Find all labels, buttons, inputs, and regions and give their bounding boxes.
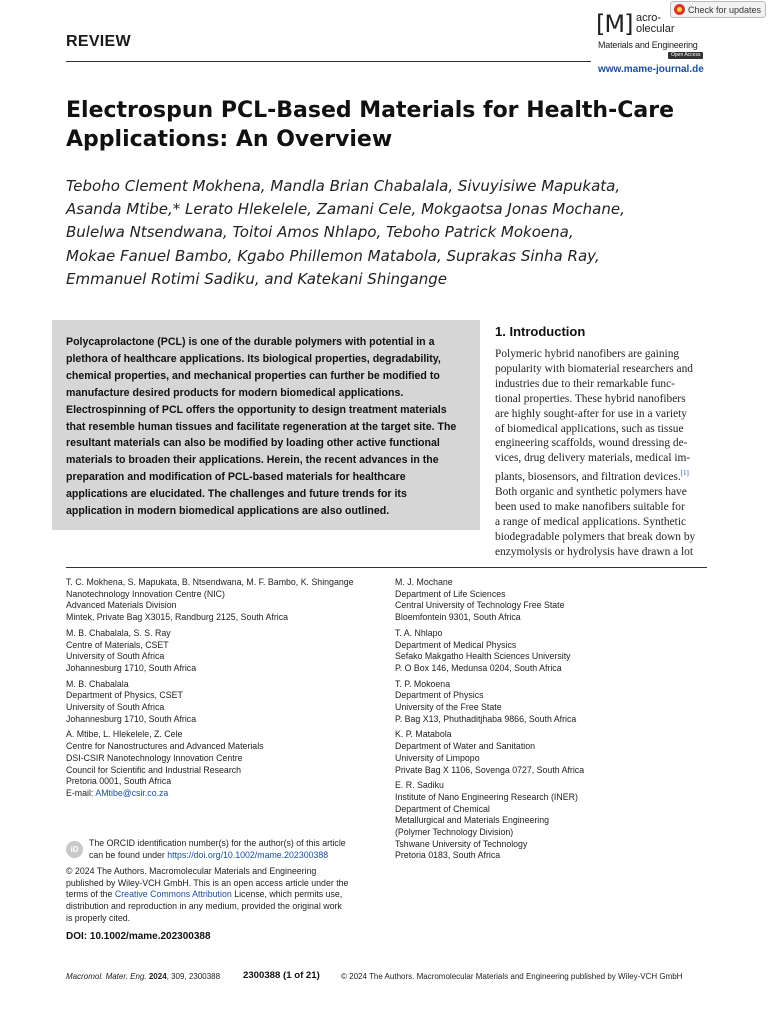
logo-line-2: olecular (636, 23, 675, 35)
abstract-line: materials to broaden their applications. Herein, the recent advances in the (66, 454, 439, 467)
intro-line: been used to make nanofibers suitable for (495, 500, 685, 513)
email-link[interactable]: AMtibe@csir.co.za (95, 787, 169, 798)
affiliation-divider (66, 567, 707, 568)
license-note (66, 866, 386, 925)
affiliation-line: Department of Physics, CSET (66, 690, 183, 701)
intro-line: a range of medical applications. Synthetic (495, 515, 687, 528)
author-line: Emmanuel Rotimi Sadiku, and Katekani Shingange (66, 269, 447, 288)
affiliation-line: Pretoria 0001, South Africa (66, 776, 172, 787)
abstract-text (66, 334, 472, 520)
affiliation-line: Council for Scientific and Industrial Research (66, 764, 242, 775)
affiliation-line: Bloemfontein 9301, South Africa (395, 612, 521, 623)
affiliation-line: Private Bag X 1106, Sovenga 0727, South Africa (395, 764, 585, 775)
license-line: © 2024 The Authors. Macromolecular Materials and Engineering (66, 866, 317, 876)
affiliation-block (395, 780, 707, 862)
intro-line: popularity with biomaterial researchers and (495, 362, 693, 375)
intro-line-text: plants, biosensors, and filtration devices. (495, 471, 681, 484)
abstract-line: resultant materials can also be modified by loading other active functional (66, 437, 440, 450)
footer-citation (66, 972, 220, 981)
affiliation-line: Department of Medical Physics (395, 639, 517, 650)
affiliation-line: T. P. Mokoena (395, 678, 451, 689)
author-list (66, 175, 686, 291)
check-for-updates-label: Check for updates (688, 4, 762, 15)
orcid-prefix: can be found under (89, 849, 168, 860)
logo-bracket: [M] (596, 10, 633, 38)
email-line (66, 788, 386, 800)
author-line: Teboho Clement Mokhena, Mandla Brian Chabalala, Sivuyisiwe Mapukata, (66, 177, 621, 195)
orcid-line (89, 850, 389, 862)
intro-heading: 1. Introduction (495, 324, 586, 339)
creative-commons-link[interactable]: Creative Commons Attribution (114, 889, 232, 900)
license-line (66, 889, 386, 901)
affiliation-line: K. P. Matabola (395, 729, 452, 740)
affiliation-line: University of South Africa (66, 702, 165, 713)
journal-url-link[interactable]: www.mame-journal.de (598, 64, 704, 75)
affiliation-line: Department of Water and Sanitation (395, 741, 536, 752)
affiliation-line: Department of Chemical (395, 803, 490, 814)
affiliation-line: Johannesburg 1710, South Africa (66, 713, 197, 724)
intro-line: vices, drug delivery materials, medical im- (495, 452, 691, 465)
orcid-doi-link[interactable]: https://doi.org/10.1002/mame.202300388 (167, 849, 329, 860)
author-line: Mokae Fanuel Bambo, Kgabo Phillemon Matabola, Suprakas Sinha Ray, (66, 246, 600, 265)
footer-journal-abbrev: Macromol. Mater. Eng. (66, 972, 147, 981)
affiliation-line: DSI-CSIR Nanotechnology Innovation Centre (66, 752, 243, 763)
affiliation-line: T. C. Mokhena, S. Mapukata, B. Ntsendwana, M. F. Bambo, K. Shingange (66, 577, 354, 587)
intro-line (495, 466, 707, 485)
intro-text (495, 347, 707, 559)
affiliation-line: Pretoria 0183, South Africa (395, 850, 501, 861)
affiliation-line: P. Bag X13, Phuthaditjhaba 9866, South Africa (395, 713, 577, 724)
affiliation-line: Centre for Nanostructures and Advanced Materials (66, 741, 264, 752)
affiliation-line: Tshwane University of Technology (395, 838, 528, 849)
intro-line: Both organic and synthetic polymers have (495, 485, 687, 498)
affiliation-block (395, 679, 707, 726)
orcid-icon: iD (66, 841, 83, 858)
abstract-line: preparation and modification of PCL-based materials for healthcare (66, 471, 406, 484)
reference-link[interactable]: [1] (680, 469, 689, 478)
author-line: Bulelwa Ntsendwana, Toitoi Amos Nhlapo, Teboho Patrick Mokoena, (66, 223, 574, 242)
footer-volume: , 309, 2300388 (166, 972, 221, 981)
title-line: Electrospun PCL-Based Materials for Health-Care (66, 98, 674, 123)
email-label: E-mail: (66, 787, 96, 798)
affiliation-block (395, 729, 707, 776)
affiliation-line: Johannesburg 1710, South Africa (66, 662, 197, 673)
intro-line: Polymeric hybrid nanofibers are gaining (495, 348, 680, 360)
logo-subtitle: Materials and Engineering (598, 40, 698, 50)
affiliation-line: Mintek, Private Bag X3015, Randburg 2125, South Africa (66, 612, 289, 623)
intro-line: biodegradable polymers that break down by (495, 530, 696, 543)
license-suffix: License, which permits use, (231, 889, 343, 900)
affiliation-line: University of South Africa (66, 651, 165, 662)
open-access-badge: Open Access (668, 52, 703, 59)
footer-page-number: 2300388 (1 of 21) (243, 970, 320, 981)
orcid-note (89, 838, 389, 861)
author-line: Asanda Mtibe,* Lerato Hlekelele, Zamani Cele, Mokgaotsa Jonas Mochane, (66, 200, 625, 219)
affiliation-line: Sefako Makgatho Health Sciences University (395, 651, 571, 662)
abstract-line: that resemble human tissues and facilitate regeneration at the target site. The (66, 420, 457, 433)
license-line: published by Wiley-VCH GmbH. This is an open access article under the (66, 877, 349, 888)
intro-line: engineering scaffolds, wound dressing de- (495, 437, 688, 450)
affiliation-line: A. Mtibe, L. Hlekelele, Z. Cele (66, 729, 183, 740)
paper-title (66, 96, 674, 154)
abstract-line: Polycaprolactone (PCL) is one of the durable polymers with potential in a (66, 336, 435, 348)
affiliation-line: T. A. Nhlapo (395, 627, 443, 638)
intro-line: enzymolysis or hydrolysis have drawn a lot (495, 545, 694, 558)
affiliation-line: Department of Physics (395, 690, 484, 701)
orcid-line: The ORCID identification number(s) for the author(s) of this article (89, 838, 346, 848)
logo-line-1: acro- (636, 12, 662, 24)
affiliation-line: M. B. Chabalala, S. S. Ray (66, 627, 171, 638)
affiliation-block (66, 577, 386, 624)
affiliation-line: Department of Life Sciences (395, 588, 506, 599)
affiliation-line: P. O Box 146, Medunsa 0204, South Africa (395, 662, 562, 673)
affiliation-block (66, 679, 386, 726)
affiliation-line: E. R. Sadiku (395, 780, 444, 791)
affiliation-block (66, 628, 386, 675)
affiliation-line: University of the Free State (395, 702, 502, 713)
affiliation-line: (Polymer Technology Division) (395, 827, 514, 838)
abstract-line: applications are elucidated. The challenges and future trends for its (66, 488, 407, 501)
affiliation-line: M. B. Chabalala (66, 678, 129, 689)
license-line: distribution and reproduction in any medium, provided the original work (66, 901, 342, 912)
affiliation-line: University of Limpopo (395, 752, 480, 763)
abstract-line: chemical properties, and mechanical properties can further be modified to (66, 369, 440, 382)
intro-line: of biomedical applications, such as tissue (495, 422, 684, 435)
footer-copyright: © 2024 The Authors. Macromolecular Materials and Engineering published by Wiley-VCH GmbH (341, 972, 683, 981)
abstract-line: Electrospinning of PCL offers the opportunity to design treatment materials (66, 403, 447, 416)
title-line: Applications: An Overview (66, 127, 393, 152)
license-line: is properly cited. (66, 912, 131, 923)
abstract-line: application in modern biomedical applications are also outlined. (66, 505, 390, 518)
affiliation-block (395, 628, 707, 675)
affiliation-block (395, 577, 707, 624)
header-divider (66, 61, 591, 62)
affiliation-line: Centre of Materials, CSET (66, 639, 169, 650)
affiliations-right (395, 577, 707, 866)
footer-year: 2024 (148, 972, 167, 981)
section-label: REVIEW (66, 33, 131, 50)
affiliation-line: Advanced Materials Division (66, 600, 177, 611)
affiliations-left (66, 577, 386, 804)
affiliation-line: Central University of Technology Free State (395, 600, 565, 611)
doi-label: DOI: 10.1002/mame.202300388 (66, 931, 211, 942)
abstract-line: manufacture desired products for modern biomedical applications. (66, 386, 404, 399)
intro-line: industries due to their remarkable func- (495, 377, 675, 390)
intro-line: tional properties. These hybrid nanofibers (495, 392, 686, 405)
affiliation-line: M. J. Mochane (395, 577, 453, 587)
affiliation-line: Metallurgical and Materials Engineering (395, 815, 550, 826)
affiliation-block (66, 729, 386, 799)
intro-line: are highly sought-after for use in a variety (495, 407, 687, 420)
license-prefix: terms of the (66, 889, 115, 900)
journal-logo (596, 12, 708, 62)
affiliation-line: Nanotechnology Innovation Centre (NIC) (66, 588, 225, 599)
affiliation-line: Institute of Nano Engineering Research (INER) (395, 791, 578, 802)
abstract-line: plethora of healthcare applications. Its biological properties, degradability, (66, 352, 441, 365)
